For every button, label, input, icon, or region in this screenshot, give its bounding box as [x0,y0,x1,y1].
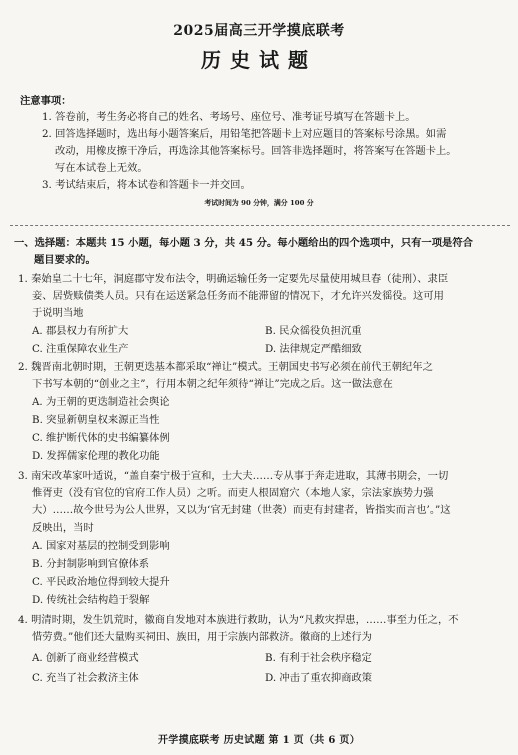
question-2-option-b: B. 突显新朝皇权来源正当性 [32,414,160,426]
question-3-option-c: C. 平民政治地位得到较大提升 [32,576,170,588]
question-4-option-c: C. 充当了社会救济主体 [32,672,139,684]
question-1-stem-2: 妾、居赀赎债类人员。只有在运送紧急任务而不能滞留的情况下，才允许兴发徭役。这可用 [32,290,444,302]
question-1-option-c: C. 注重保障农业生产 [32,343,129,355]
subject-title: 历史试题 [201,48,317,72]
section-1-heading: 一、选择题：本题共 15 小题，每小题 3 分，共 45 分。每小题给出的四个选项中，只有一项是符合 [14,237,473,249]
question-2-option-a: A. 为王朝的更迭制造社会舆论 [32,396,170,408]
question-1-stem-3: 于说明当地 [32,307,84,319]
exam-title: 2025届高三开学摸底联考 [173,23,345,39]
section-divider [10,225,510,226]
question-2-stem: 2. 魏晋南北朝时期，王朝更迭基本都采取“禅让”模式。王朝国史书写必须在前代王朝纪年之 [18,361,433,373]
question-3-option-d: D. 传统社会结构趋于裂解 [32,594,150,606]
question-3-option-a: A. 国家对基层的控制受到影响 [32,540,170,552]
question-1-option-d: D. 法律规定严酷细致 [265,343,362,355]
question-4-option-d: D. 冲击了重农抑商政策 [265,672,373,684]
question-4-option-a: A. 创新了商业经营模式 [32,652,139,664]
notice-item-2-line-2: 改动，用橡皮擦干净后，再选涂其他答案标号。回答非选择题时，将答案写在答题卡上。 [55,145,457,157]
notice-item-2-line-3: 写在本试卷上无效。 [55,162,148,174]
section-1-heading-cont: 题目要求的。 [34,254,96,266]
question-4-option-b: B. 有利于社会秩序稳定 [265,652,372,664]
question-3-stem-3: 大）……故今世号为公人世界，又以为‘官无封建（世袭）而吏有封建者，皆指实而言也’。”这 [32,504,451,516]
question-1-option-a: A. 郡县权力有所扩大 [32,325,129,337]
question-3-stem-2: 惟胥吏（没有官位的官府工作人员）之听。而吏人根固窟穴（本地人家，宗法家族势力强 [32,487,434,499]
question-3-stem: 3. 南宋改革家叶适说，“盖自秦宁极于宣和，士大夫……专从事于奔走进取，其薄书期会，一切 [18,470,449,482]
notice-heading: 注意事项： [20,95,72,107]
question-1-stem: 1. 秦始皇二十七年，洞庭郡守发布法令，明确运输任务一定要先尽量使用城旦春（徒刑）、隶臣 [18,273,449,285]
question-2-stem-2: 下书写本朝的“创业之主”，行用本朝之纪年须待“禅让”完成之后。这一做法意在 [32,378,393,390]
notice-item-1: 1. 答卷前，考生务必将自己的姓名、考场号、座位号、准考证号填写在答题卡上。 [42,111,416,123]
exam-time: 考试时间为 90 分钟，满分 100 分 [204,199,314,207]
question-3-stem-4: 反映出，当时 [32,522,94,534]
question-3-option-b: B. 分封制影响到官僚体系 [32,558,150,570]
question-2-option-d: D. 发挥儒家伦理的教化功能 [32,450,160,462]
notice-item-2-line-1: 2. 回答选择题时，选出每小题答案后，用铅笔把答题卡上对应题目的答案标号涂黑。如需 [42,128,447,140]
question-1-option-b: B. 民众徭役负担沉重 [265,325,362,337]
question-4-stem-2: 惜劳费。”他们还大量购买祠田、族田，用于宗族内部救济。徽商的上述行为 [32,631,372,643]
question-2-option-c: C. 维护断代体的史书编纂体例 [32,432,170,444]
question-4-stem: 4. 明清时期，发生饥荒时，徽商自发地对本族进行救助，认为“凡救灾捍患，……事至力任之，不 [18,614,459,626]
page-footer: 开学摸底联考 历史试题 第 1 页（共 6 页） [157,735,360,746]
notice-item-3: 3. 考试结束后，将本试卷和答题卡一并交回。 [42,179,251,191]
